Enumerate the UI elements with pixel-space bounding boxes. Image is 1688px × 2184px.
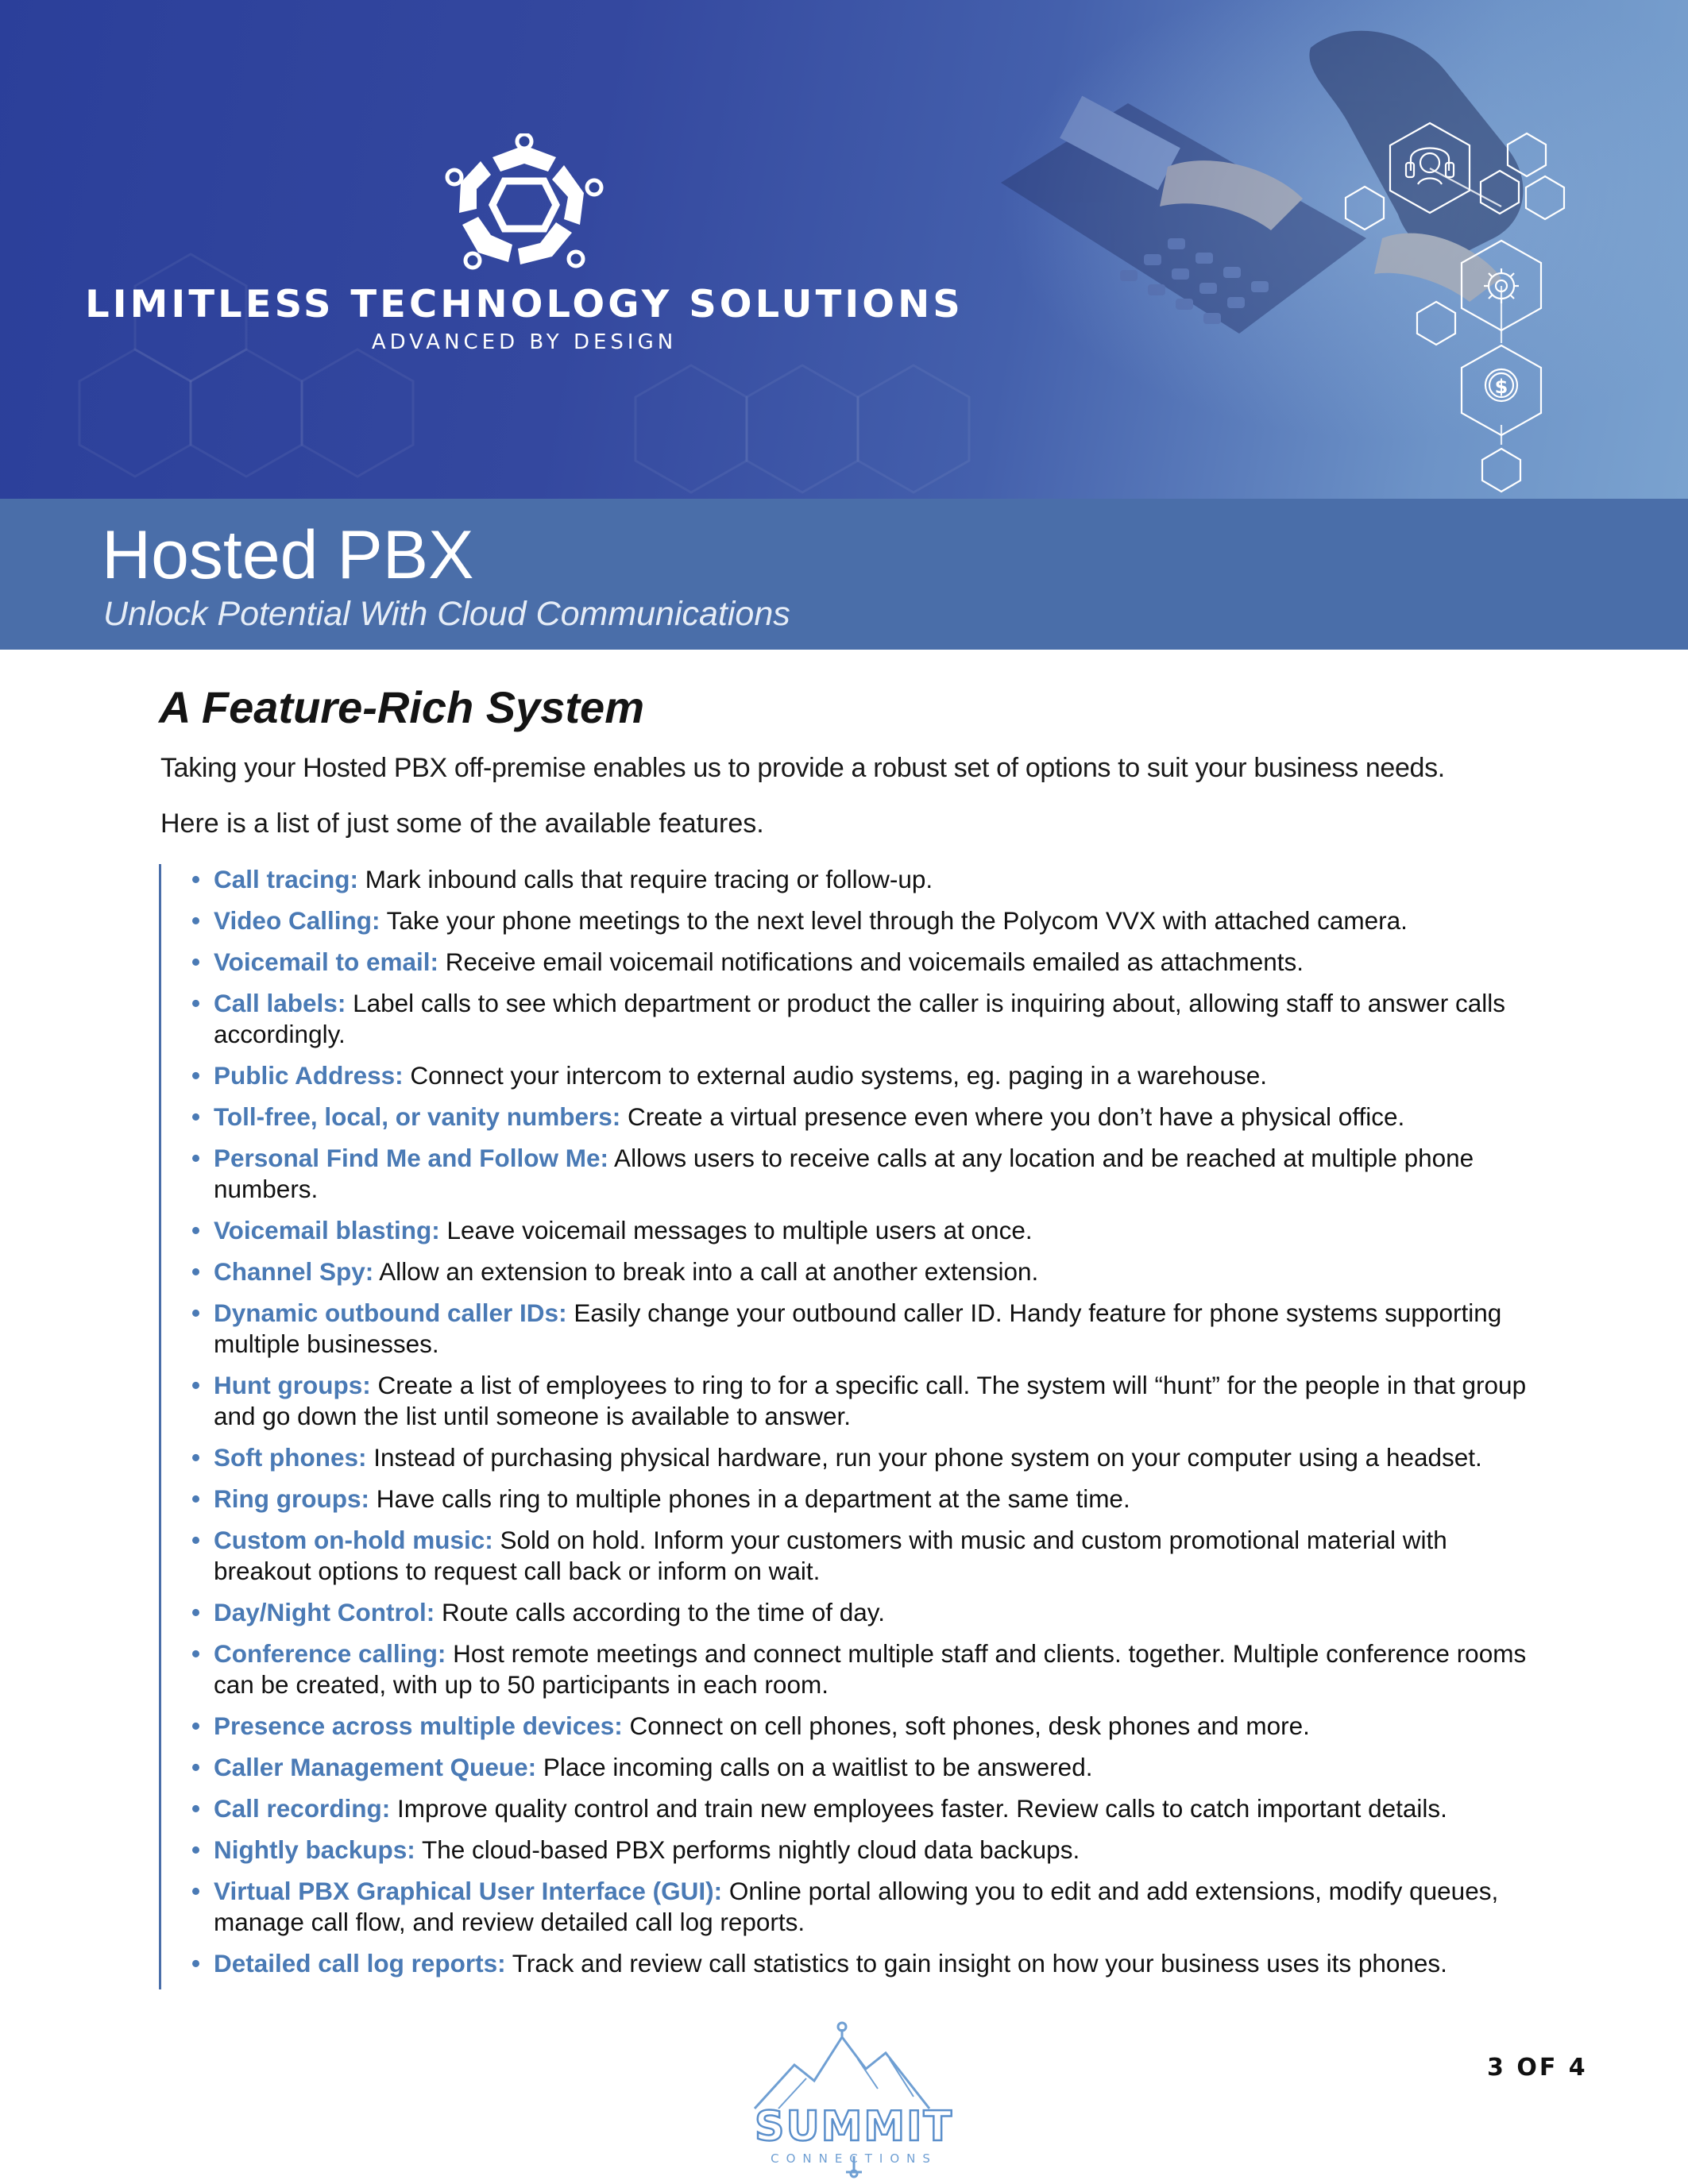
feature-list (159, 864, 1528, 1989)
feature-name: Video Calling: (214, 906, 380, 935)
feature-description: Receive email voicemail notifications and voicemails emailed as attachments. (438, 947, 1304, 976)
page-subtitle: Unlock Potential With Cloud Communications (103, 595, 790, 633)
intro-paragraph-2: Here is a list of just some of the available features. (160, 808, 764, 839)
feature-name: Nightly backups: (214, 1835, 415, 1864)
feature-item (161, 1215, 1528, 1246)
company-logo-icon (445, 133, 604, 276)
feature-item (161, 1060, 1528, 1091)
feature-name: Hunt groups: (214, 1371, 371, 1399)
feature-description: Create a list of employees to ring to for a specific call. The system will “hunt” for the people in that group and go down the list until someone is available to answer. (214, 1371, 1527, 1430)
feature-name: Channel Spy: (214, 1257, 374, 1286)
feature-name: Call recording: (214, 1794, 391, 1823)
feature-description: Host remote meetings and connect multiple staff and clients. together. Multiple conference rooms can be created, with up to 50 participants in each room. (214, 1639, 1527, 1699)
summit-connections-logo (747, 2021, 961, 2180)
feature-item (161, 1143, 1528, 1205)
feature-description: Label calls to see which department or product the caller is inquiring about, allowing staff to answer calls accordingly. (214, 989, 1506, 1048)
bullet-icon: • (191, 1216, 201, 1244)
bullet-icon: • (191, 1835, 201, 1864)
feature-name: Voicemail blasting: (214, 1216, 440, 1244)
bullet-icon: • (191, 947, 201, 976)
feature-description: Take your phone meetings to the next level through the Polycom VVX with attached camera. (380, 906, 1408, 935)
bullet-icon: • (191, 1949, 201, 1978)
feature-description: Instead of purchasing physical hardware, run your phone system on your computer using a headset. (366, 1443, 1482, 1472)
feature-name: Call labels: (214, 989, 346, 1017)
page-title: Hosted PBX (102, 517, 474, 593)
bullet-icon: • (191, 906, 201, 935)
feature-item (161, 905, 1528, 936)
feature-description: Create a virtual presence even where you don’t have a physical office. (620, 1102, 1405, 1131)
section-heading: A Feature-Rich System (159, 682, 644, 732)
bullet-icon: • (191, 1484, 201, 1513)
bullet-icon: • (191, 1877, 201, 1905)
feature-item (161, 1793, 1528, 1824)
bullet-icon: • (191, 1753, 201, 1781)
bullet-icon: • (191, 1144, 201, 1172)
feature-description: Allow an extension to break into a call at another extension. (373, 1257, 1039, 1286)
feature-description: Allows users to receive calls at any location and be reached at multiple phone numbers. (214, 1144, 1474, 1203)
bullet-icon: • (191, 989, 201, 1017)
feature-item (161, 1638, 1528, 1700)
feature-description: Improve quality control and train new employees faster. Review calls to catch important details. (390, 1794, 1447, 1823)
feature-item (161, 988, 1528, 1050)
bullet-icon: • (191, 1711, 201, 1740)
svg-text:$: $ (1494, 376, 1508, 398)
feature-item (161, 1525, 1528, 1587)
feature-item (161, 1298, 1528, 1360)
bullet-icon: • (191, 1371, 201, 1399)
summit-logo-text: SUMMIT (755, 2103, 953, 2151)
feature-description: Online portal allowing you to edit and add extensions, modify queues, manage call flow, and review detailed call log reports. (214, 1877, 1499, 1936)
feature-item (161, 864, 1528, 895)
feature-description: Leave voicemail messages to multiple users at once. (439, 1216, 1033, 1244)
feature-item (161, 1484, 1528, 1515)
title-band (0, 499, 1688, 650)
bullet-icon: • (191, 1526, 201, 1554)
feature-description: Place incoming calls on a waitlist to be answered. (536, 1753, 1093, 1781)
feature-item (161, 1876, 1528, 1938)
feature-description: Connect your intercom to external audio systems, eg. paging in a warehouse. (403, 1061, 1267, 1090)
feature-name: Call tracing: (214, 865, 359, 893)
company-name: LIMITLESS TECHNOLOGY SOLUTIONS (85, 283, 964, 326)
bullet-icon: • (191, 865, 201, 893)
feature-name: Toll-free, local, or vanity numbers: (214, 1102, 621, 1131)
feature-name: Presence across multiple devices: (214, 1711, 623, 1740)
feature-item (161, 1370, 1528, 1432)
feature-item (161, 1835, 1528, 1866)
header-banner (0, 0, 1688, 499)
feature-name: Conference calling: (214, 1639, 446, 1668)
banner-decoration (0, 0, 1688, 499)
feature-name: Ring groups: (214, 1484, 369, 1513)
feature-description: Easily change your outbound caller ID. Handy feature for phone systems supporting multiple businesses. (214, 1298, 1502, 1358)
bullet-icon: • (191, 1061, 201, 1090)
feature-name: Day/Night Control: (214, 1598, 435, 1626)
feature-name: Caller Management Queue: (214, 1753, 537, 1781)
bullet-icon: • (191, 1102, 201, 1131)
feature-item (161, 1948, 1528, 1979)
feature-description: Sold on hold. Inform your customers with music and custom promotional material with breakout options to request call back or inform on wait. (214, 1526, 1447, 1585)
bullet-icon: • (191, 1257, 201, 1286)
feature-item (161, 1256, 1528, 1287)
intro-paragraph-1: Taking your Hosted PBX off-premise enables us to provide a robust set of options to suit your business needs. (160, 753, 1445, 783)
company-tagline: ADVANCED BY DESIGN (371, 330, 678, 354)
feature-name: Virtual PBX Graphical User Interface (GUI): (214, 1877, 723, 1905)
feature-item (161, 1442, 1528, 1473)
feature-item (161, 1597, 1528, 1628)
feature-item (161, 947, 1528, 978)
bullet-icon: • (191, 1443, 201, 1472)
feature-description: Mark inbound calls that require tracing or follow-up. (358, 865, 933, 893)
feature-description: Have calls ring to multiple phones in a department at the same time. (369, 1484, 1130, 1513)
feature-description: Connect on cell phones, soft phones, desk phones and more. (622, 1711, 1310, 1740)
feature-name: Soft phones: (214, 1443, 367, 1472)
feature-item (161, 1102, 1528, 1133)
feature-name: Custom on-hold music: (214, 1526, 493, 1554)
feature-name: Voicemail to email: (214, 947, 439, 976)
feature-item (161, 1711, 1528, 1742)
feature-name: Public Address: (214, 1061, 404, 1090)
summit-logo-subtext: CONNECTIONS (771, 2151, 937, 2166)
feature-name: Personal Find Me and Follow Me: (214, 1144, 609, 1172)
feature-name: Dynamic outbound caller IDs: (214, 1298, 567, 1327)
feature-description: Track and review call statistics to gain insight on how your business uses its phones. (505, 1949, 1447, 1978)
bullet-icon: • (191, 1298, 201, 1327)
bullet-icon: • (191, 1598, 201, 1626)
bullet-icon: • (191, 1639, 201, 1668)
feature-name: Detailed call log reports: (214, 1949, 506, 1978)
feature-description: The cloud-based PBX performs nightly cloud data backups. (415, 1835, 1080, 1864)
page-number: 3 OF 4 (1487, 2054, 1588, 2082)
bullet-icon: • (191, 1794, 201, 1823)
feature-description: Route calls according to the time of day. (435, 1598, 885, 1626)
feature-item (161, 1752, 1528, 1783)
